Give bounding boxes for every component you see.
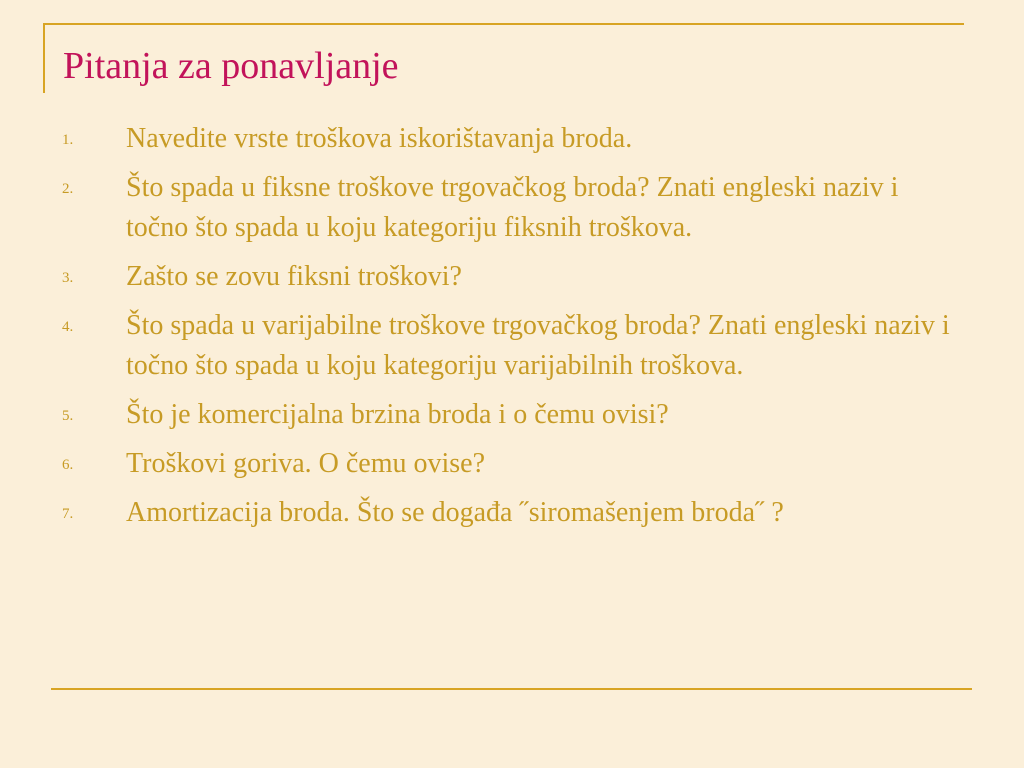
- question-item-3: [62, 257, 962, 297]
- question-number: 3.: [62, 270, 74, 286]
- question-text: Zašto se zovu fiksni troškovi?: [126, 261, 462, 292]
- question-item-4: [62, 306, 962, 386]
- question-number: 1.: [62, 132, 74, 148]
- question-number: 2.: [62, 181, 74, 197]
- title-frame-top-rule: [43, 23, 964, 25]
- question-text: Troškovi goriva. O čemu ovise?: [126, 448, 486, 479]
- question-list: [62, 119, 962, 542]
- question-text: Što je komercijalna brzina broda i o čemu ovisi?: [126, 399, 669, 430]
- question-text: Navedite vrste troškova iskorištavanja broda.: [126, 123, 633, 154]
- question-number: 6.: [62, 457, 74, 473]
- bottom-rule: [51, 688, 972, 690]
- question-item-7: [62, 493, 962, 533]
- question-number: 4.: [62, 319, 74, 335]
- question-number: 5.: [62, 408, 74, 424]
- title-frame-left-rule: [43, 23, 45, 93]
- slide-title: Pitanja za ponavljanje: [63, 45, 399, 87]
- question-number: 7.: [62, 506, 74, 522]
- question-item-1: [62, 119, 962, 159]
- question-text: Što spada u fiksne troškove trgovačkog broda? Znati engleski naziv i točno što spada u koju kategoriju fiksnih troškova.: [126, 172, 899, 243]
- question-text: Amortizacija broda. Što se događa ˝siromašenjem broda˝ ?: [126, 497, 784, 528]
- question-text: Što spada u varijabilne troškove trgovačkog broda? Znati engleski naziv i točno što spada u koju kategoriju varijabilnih troškova.: [126, 310, 950, 381]
- question-item-5: [62, 395, 962, 435]
- question-item-2: [62, 168, 962, 248]
- question-item-6: [62, 444, 962, 484]
